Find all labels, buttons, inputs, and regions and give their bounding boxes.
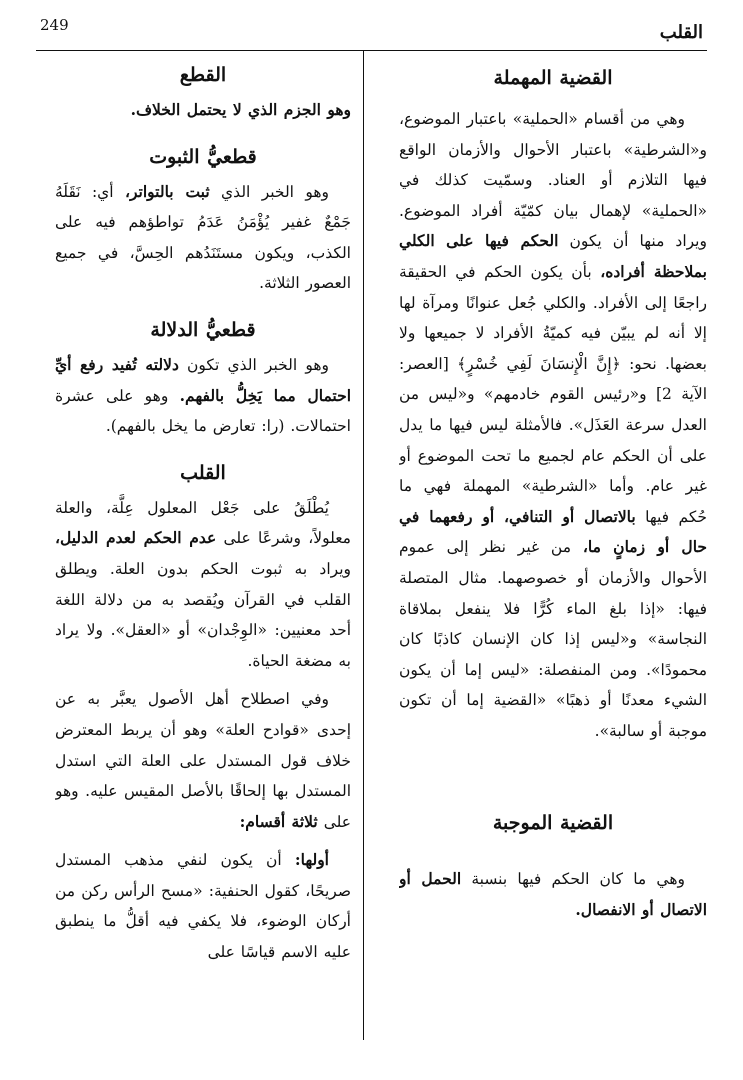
bold-text-run: ثبت بالتواتر، [125,181,210,201]
section-title-qati-thubut: قطعيُّ الثبوت [149,145,257,168]
text-run: وهي ما كان الحكم فيها بنسبة [471,870,685,889]
paragraph-qat: وهو الجزم الذي لا يحتمل الخلاف. [130,100,351,119]
section-title-qati-dalala: قطعيُّ الدلالة [150,318,256,341]
section-title-qalb: القلب [180,461,226,484]
page-number: 249 [40,16,69,34]
text-run: يُطْلَقُ على جَعْل المعلول عِلَّة، والعلة معلولاً، وشرعًا على [55,498,351,548]
text-run: بأن يكون الحكم في الحقيقة راجعًا إلى الأفراد. والكلي جُعل عنوانًا ومرآة لها إلا أنه لم يبيّن فيه كميّةُ الأفراد لا جميعها ولا بعضها. نحو: ﴿إِنَّ الْإِنسَانَ لَفِي خُسْرٍ﴾ [العصر: الآية 2] و«رئيس القوم خادمهم» و«ليس من العدل سرعة العَذَل». فالأمثلة ليس فيها ما يدل على أن الحكم عام لجميع ما تحت الموضوع أو غير عام. وأما «الشرطية» المهملة فهي ما حُكم فيها [399,262,707,526]
column-divider [363,50,364,1040]
bold-text-run: ثلاثة أقسام: [239,811,318,831]
paragraph-qati-thubut [55,177,351,299]
text-run: أي: نَقَلَهُ جَمْعٌ غفير يُؤْمَنُ عَدَمُ تواطؤهم فيه على الكذب، ويكون مستَنَدُهم الحِسَّ، في جميع العصور الثلاثة. [55,182,351,293]
bold-text-run: بالاتصال أو التنافي، أو رفعهما في حال أو زمانٍ ما، [399,506,707,557]
section-title-qat: القطع [179,64,227,86]
text-run: أن يكون لنفي مذهب المستدل صريحًا، كقول الحنفية: «مسح الرأس ركن من أركان الوضوء، فلا يكفي فيه أقلُّ ما ينطبق عليه الاسم قياسًا على [55,851,351,962]
paragraph-qalb-usul [55,684,351,837]
text-run: من غير نظر إلى عموم الأحوال والأزمان أو خصوصهما. مثال المتصلة فيها: «إذا بلغ الماء كُرًّا فلا ينفعل بملاقاة النجاسة» و«ليس إذا كان الإنسان كاذبًا كان محمودًا». ومن المنفصلة: «ليس إما أن يكون الشيء معدنًا أو ذهبًا» «القضية إما أن تكون موجبة أو سالبة». [399,538,707,740]
section-title-qadiyya-mujiba: القضية الموجبة [492,812,614,835]
text-run: وفي اصطلاح أهل الأصول يعبَّر به عن إحدى «قوادح العلة» وهو أن يربط المعترض خلاف قول المستدل على العلة التي استدل المستدل بها إلحاقًا بالأصل المقيس عليه. وهو على [55,690,351,831]
left-column [55,60,351,1050]
paragraph-qati-dalala [55,350,351,442]
text-run: وهو على عشرة احتمالات. (را: تعارض ما يخل بالفهم). [55,386,351,436]
bold-text-run: الحمل أو الاتصال أو الانفصال. [399,869,707,920]
paragraph-qadiyya-mujiba [399,864,707,925]
text-run: وهي من أقسام «الحملية» باعتبار الموضوع، و«الشرطية» باعتبار الأحوال والأزمان الواقع فيها التلازم أو العناد. وسمّيت كذلك في «الحملية» لإهمال بيان كمّيّة أفراد الموضوع. ويراد منها أن يكون [399,110,707,251]
text-run: وهو الخبر الذي تكون [187,355,329,374]
paragraph-qalb-definition [55,493,351,677]
bold-text-run: عدم الحكم لعدم الدليل، [55,528,217,548]
paragraph-qadiyya-muhmala [399,104,707,746]
text-run: ويراد به ثبوت الحكم بدون العلة. ويطلق القلب في القرآن ويُقصد به من دلالة اللغة أحد معنيين: «الوِجْدان» أو «العقل». ولا يراد به مضغة الحياة. [55,559,351,670]
text-run: وهو الخبر الذي [221,182,329,201]
bold-text-run: الحكم فيها على الكلي بملاحظة أفراده، [399,231,707,281]
bold-text-run: أولها: [294,850,329,870]
paragraph-qalb-first-type [55,845,351,967]
right-column [399,60,707,1050]
header-rule [36,50,707,51]
bold-text-run: دلالته تُفيد رفع أيِّ احتمال مما يَخِلُّ بالفهم. [55,354,351,405]
running-head: القلب [659,22,703,43]
section-title-qadiyya-muhmala: القضية المهملة [493,67,613,89]
